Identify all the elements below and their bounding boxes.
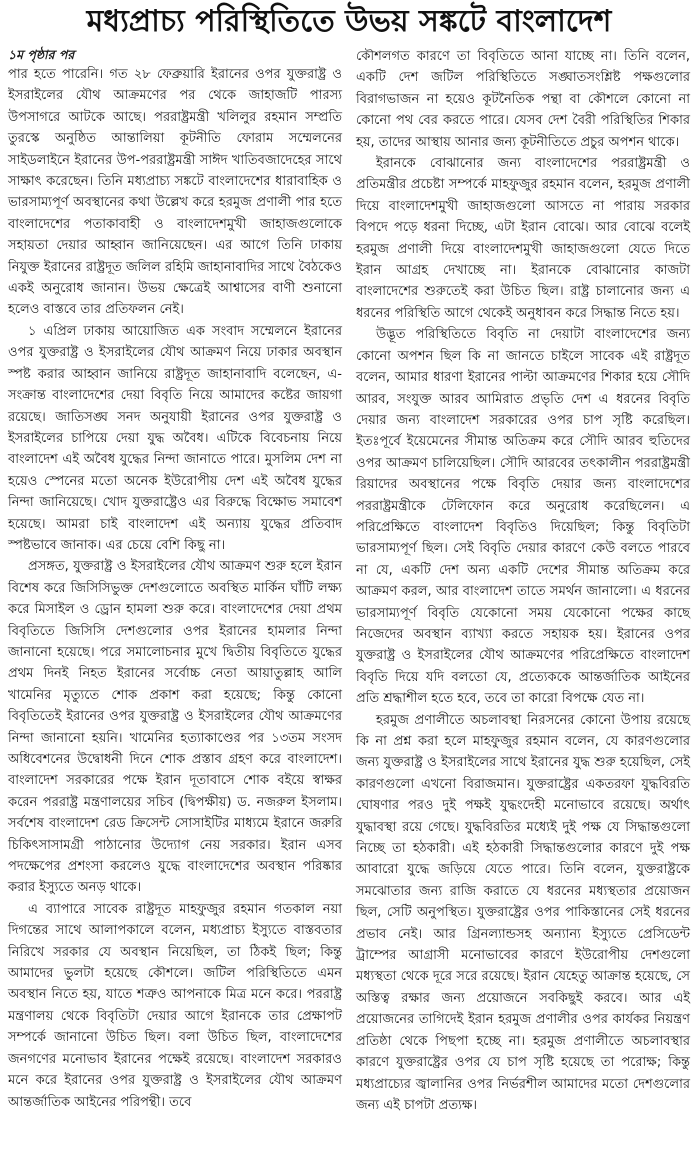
paragraph: পার হতে পারেনি। গত ২৮ ফেব্রুয়ারি ইরানের ওপর যুক্তরাষ্ট্র ও ইসরাইলের যৌথ আক্রমণের পর থেকে জাহাজটি পারস্য উপসাগরে আটকে আছে। পররাষ্ট্রমন্ত্রী খলিলুর রহমান সম্প্রতি তুরস্কে অনুষ্ঠিত আন্তালিয়া কূটনীতি ফোরাম সম্মেলনের সাইডলাইনে ইরানের উপ-পররাষ্ট্রমন্ত্রী সাঈদ খাতিবজাদেহের সাথে সাক্ষাৎ করেছেন। তিনি মধ্যপ্রাচ্য সঙ্কটে বাংলাদেশের ধারাবাহিক ও ভারসাম্যপূর্ণ অবস্থানের কথা উল্লেখ করে হরমুজ প্রণালী পার হতে বাংলাদেশের পতাকাবাহী ও বাংলাদেশমুখী জাহাজগুলোকে সহায়তা দেয়ার আহ্বান জানিয়েছেন। এর আগে তিনি ঢাকায় নিযুক্ত ইরানের রাষ্ট্রদূত জলিল রহিমি জাহানাবাদির সাথে বৈঠকেও একই অনুরোধ জানান। উভয় ক্ষেত্রেই আশ্বাসের বাণী শুনানো হলেও বাস্তবে তার প্রতিফলন নেই। [8, 67, 342, 318]
continuation-kicker: ১ম পৃষ্ঠার পর [8, 47, 75, 62]
paragraph: এ ব্যাপারে সাবেক রাষ্ট্রদূত মাহফুজুর রহমান গতকাল নয়া দিগন্তের সাথে আলাপকালে বলেন, মধ্যপ্রাচ্য ইস্যুতে বাস্তবতার নিরিখে সরকার যে অবস্থান নিয়েছিল, তা ঠিকই ছিল; কিন্তু আমাদের ভুলটা হয়েছে কৌশলে। জটিল পরিস্থিতিতে এমন অবস্থান নিতে হয়, যাতে শত্রুও আপনাকে মিত্র মনে করে। পররাষ্ট্র মন্ত্রণালয় থেকে বিবৃতিটা দেয়ার আগে ইরানকে তার প্রেক্ষাপট সম্পর্কে জানানো উচিত ছিল। বলা উচিত ছিল, বাংলাদেশের জনগণের মনোভাব ইরানের পক্ষেই রয়েছে। বাংলাদেশ সরকারও মনে করে ইরানের ওপর যুক্তরাষ্ট্র ও ইসরাইলের যৌথ আক্রমণ আন্তর্জাতিক আইনের পরিপন্থী। তবে [8, 901, 342, 1110]
paragraph: ইরানকে বোঝানোর জন্য বাংলাদেশের পররাষ্ট্রমন্ত্রী ও প্রতিমন্ত্রীর প্রচেষ্টা সম্পর্কে মাহফুজুর রহমান বলেন, হরমুজ প্রণালী দিয়ে বাংলাদেশমুখী জাহাজগুলো আসতে না পারায় সরকার বিপদে পড়ে ধরনা দিচ্ছে, এটা ইরান বোঝে। আর বোঝে বলেই হরমুজ প্রণালী দিয়ে বাংলাদেশমুখী জাহাজগুলো যেতে দিতে ইরান আগ্রহ দেখাচ্ছে না। ইরানকে বোঝানোর কাজটা বাংলাদেশের শুরুতেই করা উচিত ছিল। রাষ্ট্র চালানোর জন্য এ ধরনের পরিস্থিতি আগে থেকেই অনুধাবন করে সিদ্ধান্ত নিতে হয়। [356, 156, 690, 321]
article-column-right [356, 46, 690, 1116]
paragraph: উদ্ভূত পরিস্থিতিতে বিবৃতি না দেয়াটা বাংলাদেশের জন্য কোনো অপশন ছিল কি না জানতে চাইলে সাবেক এই রাষ্ট্রদূত বলেন, আমার ধারণা ইরানের পাল্টা আক্রমণের শিকার হয়ে সৌদি আরব, সংযুক্ত আরব আমিরাত প্রভৃতি দেশ এ ধরনের বিবৃতি দেয়ার জন্য বাংলাদেশ সরকারের ওপর চাপ সৃষ্টি করেছিল। ইতঃপূর্বে ইয়েমেনের সীমান্ত অতিক্রম করে সৌদি আরব হুতিদের ওপর আক্রমণ চালিয়েছিল। সৌদি আরবের তৎকালীন পররাষ্ট্রমন্ত্রী রিয়াদের অবস্থানের পক্ষে বিবৃতি দেয়ার জন্য বাংলাদেশের পররাষ্ট্রমন্ত্রীকে টেলিফোন করে অনুরোধ করেছিলেন। এ পরিপ্রেক্ষিতে বাংলাদেশ বিবৃতিও দিয়েছিল; কিন্তু বিবৃতিটা ভারসাম্যপূর্ণ ছিল। সেই বিবৃতি দেয়ার কারণে কেউ বলতে পারবে না যে, একটি দেশ অন্য একটি দেশের সীমান্ত অতিক্রম করে আক্রমণ করল, আর বাংলাদেশ তাতে সমর্থন জানালো। এ ধরনের ভারসাম্যপূর্ণ বিবৃতি যেকোনো সময় যেকোনো পক্ষের কাছে নিজেদের অবস্থান ব্যাখ্যা করতে সহায়ক হয়। ইরানের ওপর যুক্তরাষ্ট্র ও ইসরাইলের যৌথ আক্রমণের পরিপ্রেক্ষিতে বাংলাদেশ বিবৃতি দিয়ে যদি বলতো যে, প্রত্যেককে আন্তর্জাতিক আইনের প্রতি শ্রদ্ধাশীল হতে হবে, তবে তা কারো বিপক্ষে যেত না। [356, 327, 690, 707]
article-body [0, 46, 698, 1120]
paragraph: কৌশলগত কারণে তা বিবৃতিতে আনা যাচ্ছে না। তিনি বলেন, একটি দেশ জটিল পরিস্থিতিতে সঙ্ঘাতসংশ্লিষ্ট পক্ষগুলোর বিরাগভাজন না হয়েও কূটনৈতিক পন্থা বা কৌশলে কোনো না কোনো পথ বের করতে পারে। যেসব দেশ বৈরী পরিস্থিতির শিকার হয়, তাদের আস্থায় আনার জন্য কূটনীতিতে প্রচুর অপশন থাকে। [356, 49, 690, 150]
article-column-left [8, 46, 342, 1116]
paragraph: ১ এপ্রিল ঢাকায় আয়োজিত এক সংবাদ সম্মেলনে ইরানের ওপর যুক্তরাষ্ট্র ও ইসরাইলের যৌথ আক্রমণ নিয়ে ঢাকার অবস্থান স্পষ্ট করার আহ্বান জানিয়ে রাষ্ট্রদূত জাহানাবাদি বলেছেন, এ-সংক্রান্ত বাংলাদেশের দেয়া বিবৃতি নিয়ে আমাদের কষ্টের জায়গা রয়েছে। জাতিসঙ্ঘ সনদ অনুযায়ী ইরানের ওপর যুক্তরাষ্ট্র ও ইসরাইলের চাপিয়ে দেয়া যুদ্ধ অবৈধ। এটিকে বিবেচনায় নিয়ে বাংলাদেশ এই অবৈধ যুদ্ধের নিন্দা জানাতে পারে। মুসলিম দেশ না হয়েও স্পেনের মতো অনেক ইউরোপীয় দেশ এই অবৈধ যুদ্ধের নিন্দা জানিয়েছে। খোদ যুক্তরাষ্ট্রেও এর বিরুদ্ধে বিক্ষোভ সমাবেশ হয়েছে। আমরা চাই বাংলাদেশ এই অন্যায় যুদ্ধের প্রতিবাদ স্পষ্টভাবে জানাক। এর চেয়ে বেশি কিছু না। [8, 323, 342, 553]
paragraph: হরমুজ প্রণালীতে অচলাবস্থা নিরসনের কোনো উপায় রয়েছে কি না প্রশ্ন করা হলে মাহফুজুর রহমান বলেন, যে কারণগুলোর জন্য যুক্তরাষ্ট্র ও ইসরাইলের সাথে ইরানের যুদ্ধ শুরু হয়েছিল, সেই কারণগুলো এখনো বিরাজমান। যুক্তরাষ্ট্রের একতরফা যুদ্ধবিরতি ঘোষণার পরও দুই পক্ষই যুদ্ধংদেহী মনোভাবে রয়েছে। অর্থাৎ যুদ্ধাবস্থা রয়ে গেছে। যুদ্ধবিরতির মধ্যেই দুই পক্ষ যে সিদ্ধান্তগুলো নিচ্ছে তা হঠকারী। এই হঠকারী সিদ্ধান্তগুলোর কারণে দুই পক্ষ আবারো যুদ্ধে জড়িয়ে যেতে পারে। তিনি বলেন, যুক্তরাষ্ট্রকে সমঝোতার জন্য রাজি করাতে যে ধরনের মধ্যস্থতার প্রয়োজন ছিল, সেটি অনুপস্থিত। যুক্তরাষ্ট্রের ওপর পাকিস্তানের সেই ধরনের প্রভাব নেই। আর গ্রিনল্যান্ডসহ অন্যান্য ইস্যুতে প্রেসিডেন্ট ট্রাম্পের আগ্রাসী মনোভাবের কারণে ইউরোপীয় দেশগুলো মধ্যস্থতা থেকে দূরে সরে রয়েছে। ইরান যেহেতু আক্রান্ত হয়েছে, সে অস্তিত্ব রক্ষার জন্য প্রয়োজনে সবকিছুই করবে। আর এই প্রয়োজনের তাগিদেই ইরান হরমুজ প্রণালীর ওপর কার্যকর নিয়ন্ত্রণ প্রতিষ্ঠা থেকে পিছপা হচ্ছে না। হরমুজ প্রণালীতে অচলাবস্থার কারণে যুক্তরাষ্ট্রের ওপর যে চাপ সৃষ্টি হয়েছে তা পরোক্ষ; কিন্তু মধ্যপ্রাচ্যের জ্বালানির ওপর নির্ভরশীল আমাদের মতো দেশগুলোর জন্য এই চাপটা প্রত্যক্ষ। [356, 712, 690, 1113]
paragraph: প্রসঙ্গত, যুক্তরাষ্ট্র ও ইসরাইলের যৌথ আক্রমণ শুরু হলে ইরান বিশেষ করে জিসিসিভুক্ত দেশগুলোতে অবস্থিত মার্কিন ঘাঁটি লক্ষ্য করে মিসাইল ও ড্রোন হামলা শুরু করে। বাংলাদেশের দেয়া প্রথম বিবৃতিতে জিসিসি দেশগুলোর ওপর ইরানের হামলার নিন্দা জানানো হয়েছে। পরে সমালোচনার মুখে দ্বিতীয় বিবৃতিতে যুদ্ধের প্রথম দিনই নিহত ইরানের সর্বোচ্চ নেতা আয়াতুল্লাহ আলি খামেনির মৃত্যুতে শোক প্রকাশ করা হয়েছে; কিন্তু কোনো বিবৃতিতেই ইরানের ওপর যুক্তরাষ্ট্র ও ইসরাইলের যৌথ আক্রমণের নিন্দা জানানো হয়নি। খামেনির হত্যাকাণ্ডের পর ১৩তম সংসদ অধিবেশনের উদ্বোধনী দিনে শোক প্রস্তাব গ্রহণ করে বাংলাদেশ। বাংলাদেশ সরকারের পক্ষে ইরান দূতাবাসে শোক বইয়ে স্বাক্ষর করেন পররাষ্ট্র মন্ত্রণালয়ের সচিব (দ্বিপক্ষীয়) ড. নজরুল ইসলাম। সর্বশেষ বাংলাদেশ রেড ক্রিসেন্ট সোসাইটির মাধ্যমে ইরানে জরুরি চিকিৎসাসামগ্রী পাঠানোর উদ্যোগ নেয় সরকার। ইরান এসব পদক্ষেপের প্রশংসা করলেও যুদ্ধে বাংলাদেশের অবস্থান পরিষ্কার করার ইস্যুতে অনড় থাকে। [8, 559, 342, 896]
article-headline: মধ্যপ্রাচ্য পরিস্থিতিতে উভয় সঙ্কটে বাংলাদেশ [86, 4, 612, 39]
